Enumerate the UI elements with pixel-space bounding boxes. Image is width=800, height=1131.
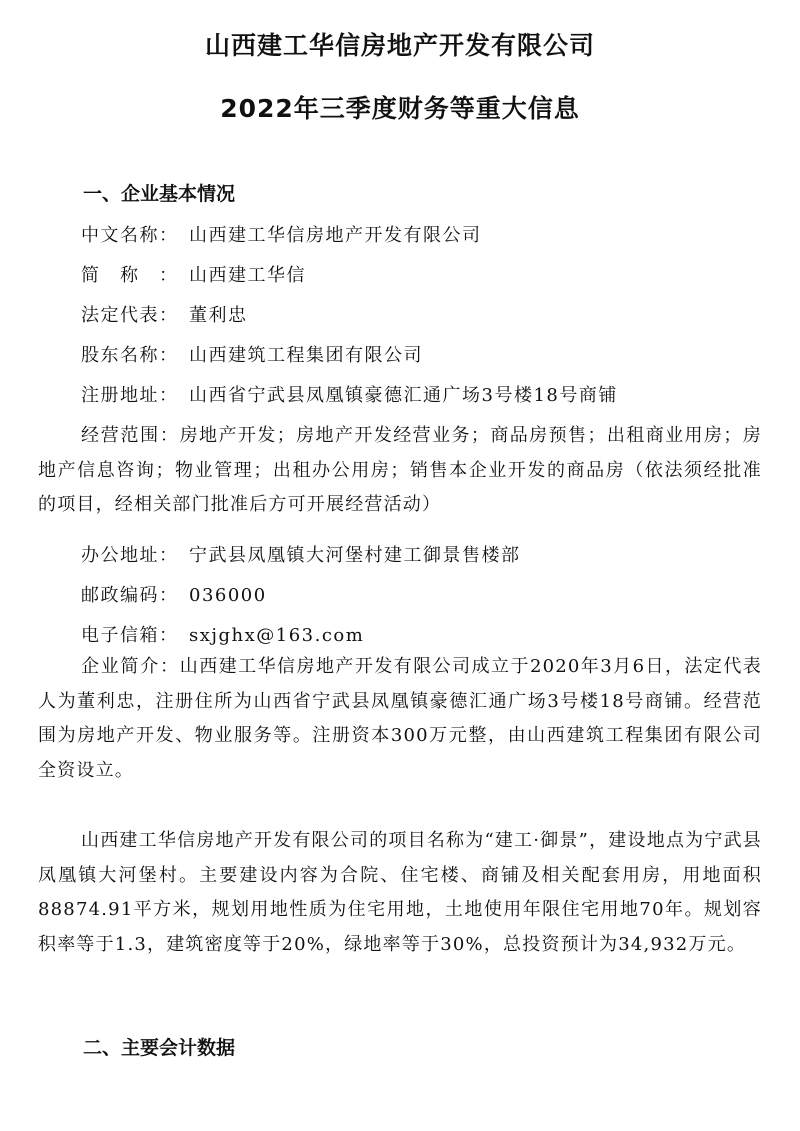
project-paragraph: 山西建工华信房地产开发有限公司的项目名称为“建工·御景”，建设地点为宁武县凤凰镇大河堡村。主要建设内容为合院、住宅楼、商铺及相关配套用房，用地面积88874.91平方米，规划用地性质为住宅用地，土地使用年限住宅用地70年。规划容积率等于1.3，建筑密度等于20%，绿地率等于30%，总投资预计为34,932万元。 — [38, 830, 762, 955]
field-postal-code — [81, 581, 267, 607]
field-company-intro — [38, 650, 762, 788]
section-heading-basic-info: 一、企业基本情况 — [83, 183, 236, 205]
field-value: 山西省宁武县凤凰镇豪德汇通广场3号楼18号商铺 — [189, 385, 618, 406]
field-label: 企业简介： — [81, 656, 180, 677]
field-label: 注册地址： — [81, 385, 179, 406]
field-value: 036000 — [189, 585, 267, 606]
field-label: 电子信箱： — [81, 625, 179, 646]
field-value: 宁武县凤凰镇大河堡村建工御景售楼部 — [189, 545, 521, 566]
field-chinese-name — [81, 221, 482, 247]
field-value: 房地产开发；房地产开发经营业务；商品房预售；出租商业用房；房地产信息咨询；物业管理；出租办公用房；销售本企业开发的商品房（依法须经批准的项目，经相关部门批准后方可开展经营活动） — [38, 425, 763, 516]
field-email — [81, 621, 364, 647]
field-value: sxjghx@163.com — [189, 625, 365, 646]
section-heading-accounting-data: 二、主要会计数据 — [83, 1037, 236, 1059]
field-business-scope — [38, 419, 762, 523]
field-value: 山西建工华信房地产开发有限公司 — [189, 225, 482, 246]
field-label: 经营范围： — [81, 425, 180, 446]
field-label: 邮政编码： — [81, 585, 179, 606]
field-short-name — [81, 261, 306, 287]
field-shareholder — [81, 341, 423, 367]
field-value: 山西建工华信房地产开发有限公司成立于2020年3月6日，法定代表人为董利忠，注册住所为山西省宁武县凤凰镇豪德汇通广场3号楼18号商铺。经营范围为房地产开发、物业服务等。注册资本300万元整，由山西建筑工程集团有限公司全资设立。 — [38, 656, 762, 781]
field-label: 办公地址： — [81, 545, 179, 566]
document-title-report: 2022年三季度财务等重大信息 — [220, 94, 580, 123]
document-title-company: 山西建工华信房地产开发有限公司 — [204, 31, 595, 60]
field-label: 中文名称： — [81, 225, 179, 246]
field-reg-address — [81, 381, 618, 407]
field-value: 董利忠 — [189, 305, 248, 326]
field-office-address — [81, 541, 521, 567]
field-label: 法定代表： — [81, 305, 179, 326]
field-legal-rep — [81, 301, 248, 327]
field-label: 股东名称： — [81, 345, 179, 366]
field-label: 简称： — [81, 265, 198, 286]
field-value: 山西建筑工程集团有限公司 — [189, 345, 423, 366]
field-value: 山西建工华信 — [189, 265, 306, 286]
